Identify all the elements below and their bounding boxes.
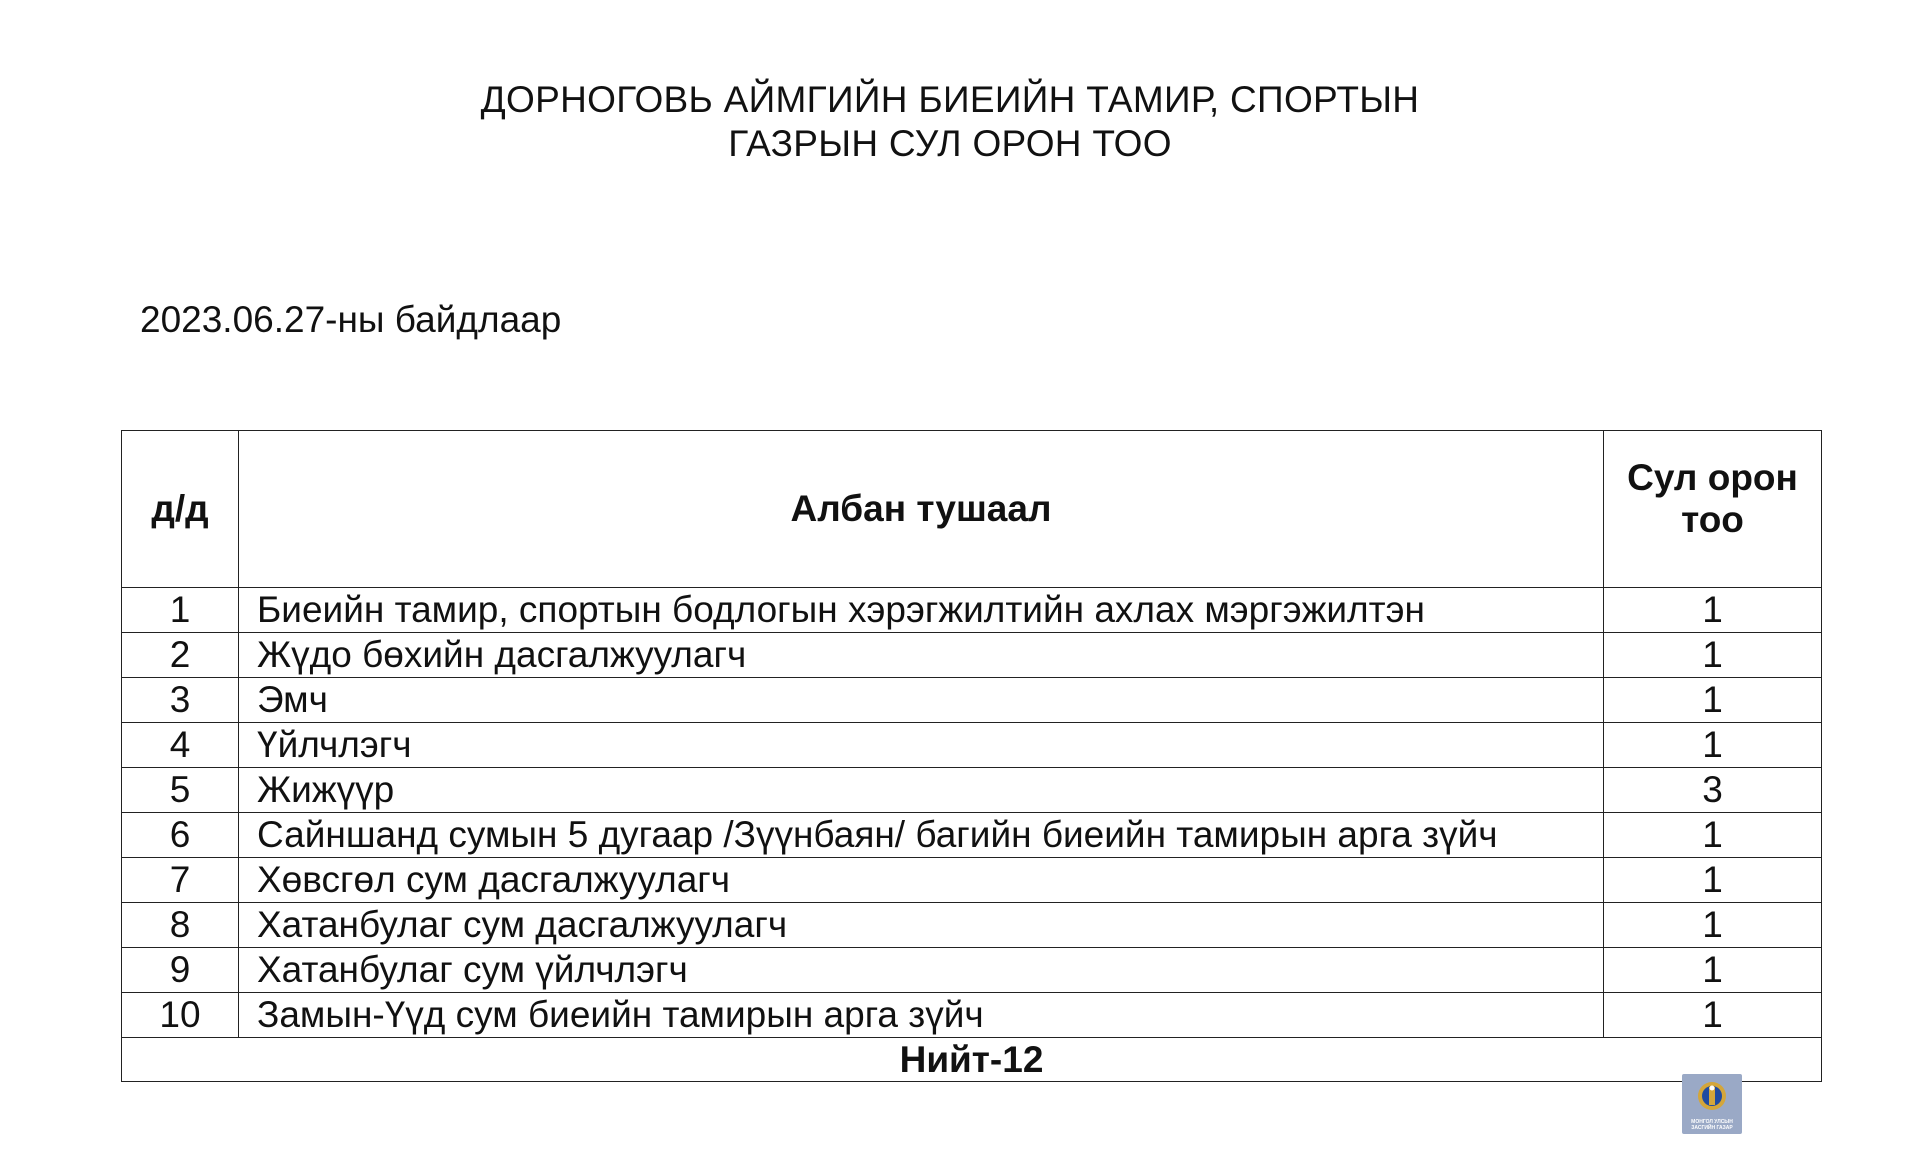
- total-cell: Нийт-12: [122, 1038, 1822, 1082]
- row-count: 1: [1604, 813, 1822, 858]
- row-number: 6: [122, 813, 239, 858]
- row-number: 9: [122, 948, 239, 993]
- table-row: [122, 768, 1822, 813]
- row-count: 1: [1604, 633, 1822, 678]
- row-position: Замын-Үүд сум биеийн тамирын арга зүйч: [239, 993, 1604, 1038]
- emblem-caption-line-2: ЗАСГИЙН ГАЗАР: [1691, 1125, 1733, 1131]
- table-row: [122, 993, 1822, 1038]
- title-line-1: ДОРНОГОВЬ АЙМГИЙН БИЕИЙН ТАМИР, СПОРТЫН: [480, 79, 1420, 120]
- total-row: [122, 1038, 1822, 1082]
- row-number: 10: [122, 993, 239, 1038]
- row-number: 3: [122, 678, 239, 723]
- header-no: д/д: [122, 431, 239, 588]
- vacancy-table: [121, 430, 1822, 1082]
- row-number: 4: [122, 723, 239, 768]
- date-note: 2023.06.27-ны байдлаар: [140, 299, 562, 340]
- table-header-row: [122, 431, 1822, 588]
- row-position: Үйлчлэгч: [239, 723, 1604, 768]
- row-number: 8: [122, 903, 239, 948]
- table-row: [122, 858, 1822, 903]
- row-position: Хөвсгөл сум дасгалжуулагч: [239, 858, 1604, 903]
- row-count: 1: [1604, 903, 1822, 948]
- emblem-caption: [1682, 1119, 1742, 1131]
- row-count: 1: [1604, 588, 1822, 633]
- government-emblem: [1682, 1074, 1742, 1134]
- table-row: [122, 813, 1822, 858]
- row-count: 1: [1604, 993, 1822, 1038]
- row-count: 1: [1604, 678, 1822, 723]
- emblem-caption-line-1: МОНГОЛ УЛСЫН: [1691, 1119, 1733, 1125]
- row-count: 3: [1604, 768, 1822, 813]
- table-body: [122, 588, 1822, 1038]
- table-row: [122, 723, 1822, 768]
- table-row: [122, 948, 1822, 993]
- row-count: 1: [1604, 948, 1822, 993]
- row-count: 1: [1604, 858, 1822, 903]
- row-position: Сайншанд сумын 5 дугаар /Зүүнбаян/ багийн биеийн тамирын арга зүйч: [239, 813, 1604, 858]
- row-position: Биеийн тамир, спортын бодлогын хэрэгжилтийн ахлах мэргэжилтэн: [239, 588, 1604, 633]
- row-position: Эмч: [239, 678, 1604, 723]
- row-position: Жүдо бөхийн дасгалжуулагч: [239, 633, 1604, 678]
- row-count: 1: [1604, 723, 1822, 768]
- document-title: [0, 78, 1900, 166]
- row-number: 2: [122, 633, 239, 678]
- row-number: 7: [122, 858, 239, 903]
- header-count: Сул орон тоо: [1604, 431, 1822, 588]
- row-position: Хатанбулаг сум дасгалжуулагч: [239, 903, 1604, 948]
- row-position: Хатанбулаг сум үйлчлэгч: [239, 948, 1604, 993]
- row-number: 1: [122, 588, 239, 633]
- row-number: 5: [122, 768, 239, 813]
- table-row: [122, 633, 1822, 678]
- state-emblem-icon: [1682, 1074, 1742, 1118]
- table-row: [122, 903, 1822, 948]
- header-position: Албан тушаал: [239, 431, 1604, 588]
- table-row: [122, 678, 1822, 723]
- title-line-2: ГАЗРЫН СУЛ ОРОН ТОО: [728, 123, 1172, 164]
- row-position: Жижүүр: [239, 768, 1604, 813]
- table-row: [122, 588, 1822, 633]
